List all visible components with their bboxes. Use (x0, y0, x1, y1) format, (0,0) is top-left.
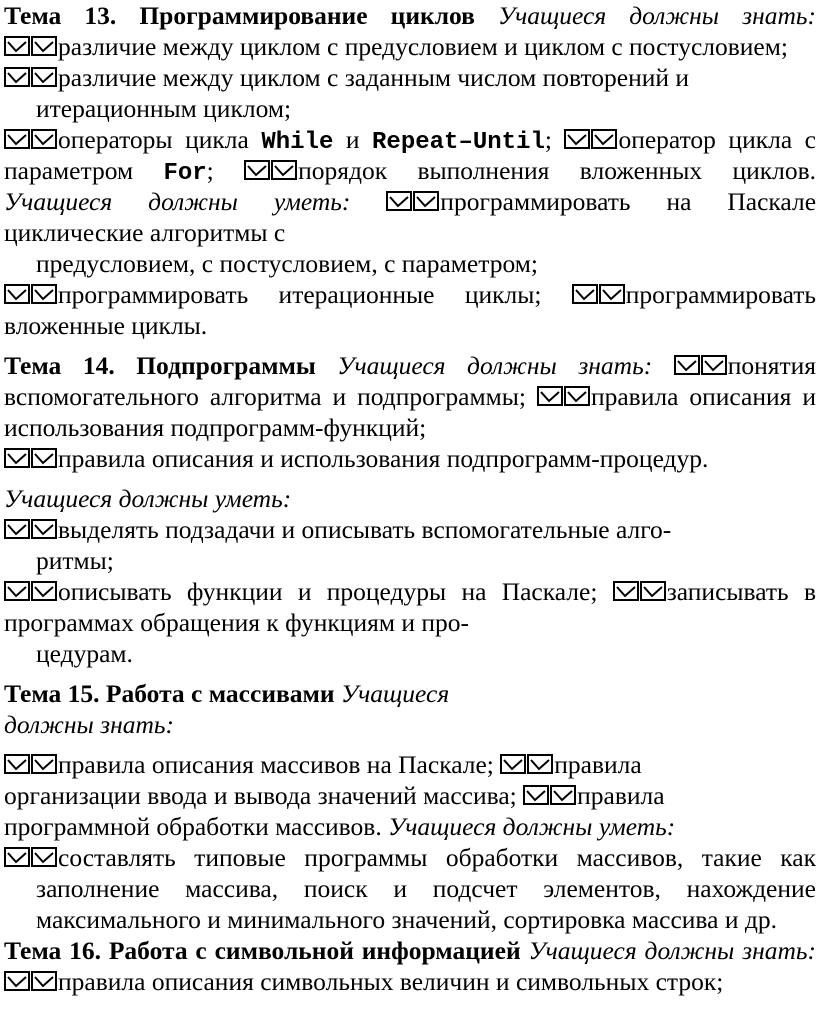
checkbox-pair-icon (244, 160, 298, 180)
text-span: цедурам. (36, 639, 133, 668)
text-span: параметром (4, 156, 164, 185)
text-line (4, 217, 816, 248)
section-label: Учащиеся должны уметь: (4, 484, 292, 513)
text-line (4, 842, 816, 873)
checkbox-pair-icon (4, 448, 58, 468)
section-label: Учащиеся должны уметь: (388, 812, 676, 841)
text-line (4, 607, 816, 638)
checkbox-pair-icon (4, 754, 58, 774)
code-keyword: While (261, 129, 334, 156)
text-span: заполнение массива, поиск и подсчет элементов, нахождение (36, 874, 816, 903)
text-span: оператор цикла с (618, 125, 816, 154)
topic-heading: Тема 16. Работа с символьной информацией (4, 936, 521, 965)
code-keyword: Repeat–Until (372, 129, 545, 156)
text-line (4, 31, 816, 62)
text-span: описывать функции и процедуры на Паскале; (58, 577, 613, 606)
checkbox-pair-icon (386, 191, 440, 211)
text-line (4, 124, 816, 155)
text-span: порядок выполнения вложенных циклов. (298, 156, 816, 185)
text-line (4, 873, 816, 904)
text-span: правила описания символьных величин и символьных строк; (58, 967, 724, 996)
text-line (4, 966, 816, 997)
text-line (4, 93, 816, 124)
text-span (316, 351, 338, 380)
text-span: ; (206, 156, 245, 185)
text-line (4, 811, 816, 842)
checkbox-pair-icon (4, 581, 58, 601)
paragraph-gap (4, 341, 816, 350)
text-span: записывать в (666, 577, 816, 606)
paragraph-gap (4, 740, 816, 749)
text-line (4, 678, 816, 709)
text-span: организации ввода и вывода значений массива; (4, 781, 524, 810)
checkbox-pair-icon (4, 67, 58, 87)
text-span: различие между циклом с заданным числом повторений и (58, 63, 690, 92)
section-label: Учащиеся должны знать: (337, 351, 653, 380)
text-span (475, 1, 498, 30)
checkbox-pair-icon (4, 284, 58, 304)
text-span: ритмы; (36, 546, 114, 575)
text-line (4, 279, 816, 310)
text-span: итерационным циклом; (36, 94, 292, 123)
text-span: правила описания массивов на Паскале; (58, 750, 501, 779)
section-label: Учащиеся должны уметь: (4, 187, 351, 216)
text-line (4, 545, 816, 576)
checkbox-pair-icon (500, 754, 554, 774)
paragraph-gap (4, 669, 816, 678)
text-line (4, 443, 816, 474)
text-span: понятия (727, 351, 816, 380)
text-span: вспомогательного алгоритма и подпрограммы; (4, 382, 537, 411)
text-line (4, 483, 816, 514)
text-span: предусловием, с постусловием, с параметром; (36, 249, 538, 278)
code-keyword: For (163, 160, 207, 187)
checkbox-pair-icon (4, 129, 58, 149)
text-span: правила (577, 781, 665, 810)
text-span: правила описания и использования подпрограмм-процедур. (58, 444, 709, 473)
text-line (4, 62, 816, 93)
text-line (4, 155, 816, 186)
text-span: различие между циклом с предусловием и циклом с постусловием; (58, 32, 788, 61)
text-line (4, 0, 816, 31)
checkbox-pair-icon (4, 971, 58, 991)
text-line (4, 638, 816, 669)
text-line (4, 310, 816, 341)
paragraph-gap (4, 474, 816, 483)
text-line (4, 935, 816, 966)
text-span: максимального и минимального значений, сортировка массива и др. (36, 905, 777, 934)
text-span: программах обращения к функциям и про- (4, 608, 469, 637)
section-label: Учащиеся (340, 679, 450, 708)
topic-heading: Тема 13. Программирование циклов (4, 1, 475, 30)
checkbox-pair-icon (537, 386, 591, 406)
checkbox-pair-icon (674, 355, 728, 375)
section-label: должны знать: (4, 710, 175, 739)
topic-heading: Тема 14. Подпрограммы (4, 351, 316, 380)
text-span: и (333, 125, 373, 154)
checkbox-pair-icon (523, 785, 577, 805)
text-span (652, 351, 674, 380)
text-line (4, 381, 816, 412)
checkbox-pair-icon (572, 284, 626, 304)
text-span: программировать итерационные циклы; (58, 280, 572, 309)
text-line (4, 412, 816, 443)
text-span: правила описания и (590, 382, 816, 411)
text-span: вложенные циклы. (4, 311, 208, 340)
text-span: выделять подзадачи и описывать вспомогательные алго- (58, 515, 672, 544)
text-span: программировать (625, 280, 816, 309)
text-span (350, 187, 386, 216)
text-span: составлять типовые программы обработки массивов, такие как (58, 843, 816, 872)
text-line (4, 514, 816, 545)
section-label: Учащиеся должны знать: (497, 1, 816, 30)
text-line (4, 780, 816, 811)
checkbox-pair-icon (4, 36, 58, 56)
text-span: использования подпрограмм-функций; (4, 413, 427, 442)
text-line (4, 749, 816, 780)
checkbox-pair-icon (4, 847, 58, 867)
text-span: ; (544, 125, 565, 154)
text-span: циклические алгоритмы с (4, 218, 286, 247)
text-span: программной обработки массивов. (4, 812, 389, 841)
text-line (4, 904, 816, 935)
checkbox-pair-icon (613, 581, 667, 601)
topic-heading: Тема 15. Работа с массивами (4, 679, 335, 708)
text-span: правила (554, 750, 642, 779)
text-span: программировать на Паскале (440, 187, 816, 216)
text-line (4, 248, 816, 279)
text-line (4, 709, 816, 740)
checkbox-pair-icon (4, 519, 58, 539)
text-line (4, 350, 816, 381)
text-span: операторы цикла (58, 125, 262, 154)
text-line (4, 186, 816, 217)
text-line (4, 576, 816, 607)
checkbox-pair-icon (564, 129, 618, 149)
section-label: Учащиеся должны знать: (528, 936, 816, 965)
